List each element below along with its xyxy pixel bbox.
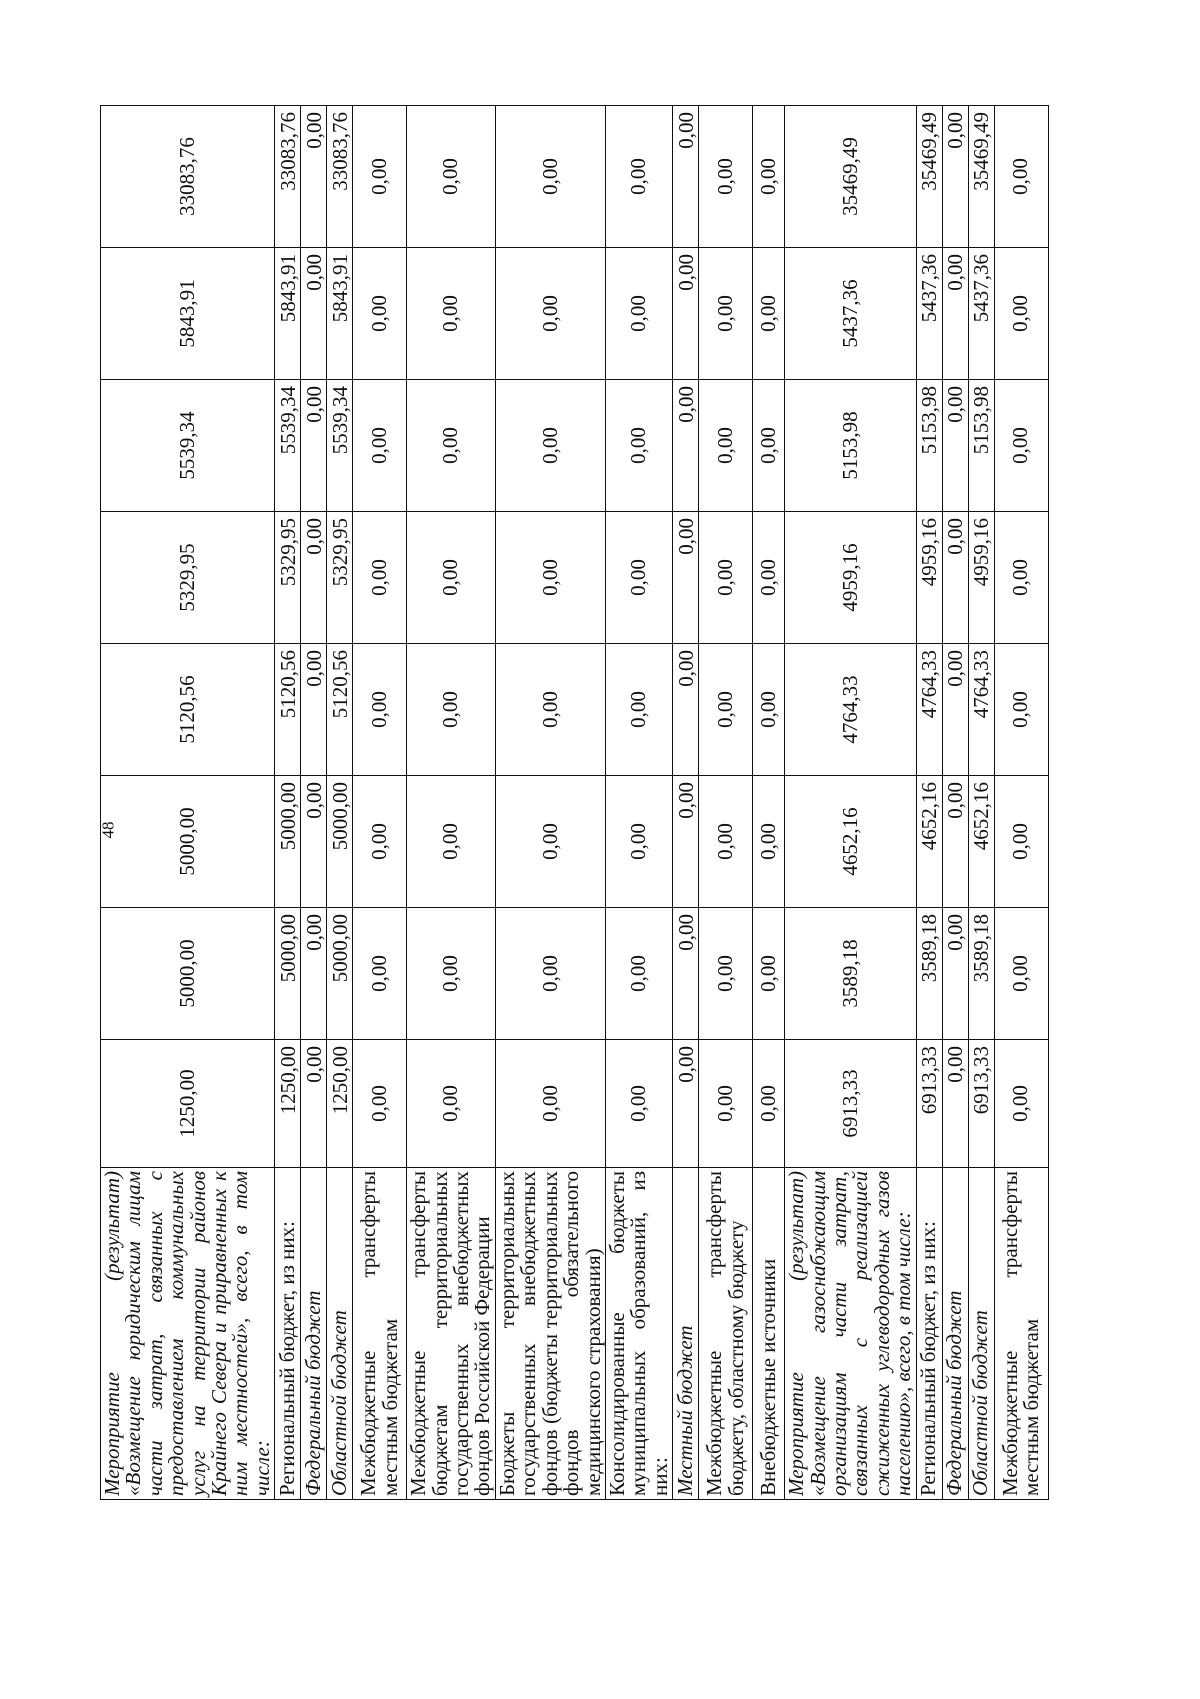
value-cell: 0,00 bbox=[753, 106, 785, 248]
value-cell: 0,00 bbox=[994, 106, 1048, 248]
row-label: Межбюджетные трансферты местным бюджетам bbox=[994, 1168, 1048, 1500]
value-cell: 0,00 bbox=[495, 776, 605, 908]
value-cell: 0,00 bbox=[605, 512, 672, 644]
value-cell: 5120,56 bbox=[275, 644, 301, 776]
value-cell: 5153,98 bbox=[968, 380, 994, 512]
value-cell: 5539,34 bbox=[327, 380, 353, 512]
rotated-table-wrapper bbox=[100, 106, 1044, 1500]
value-cell: 0,00 bbox=[301, 248, 327, 380]
value-cell: 0,00 bbox=[353, 106, 407, 248]
row-label: Межбюджетные трансферты бюджету, областному бюджету bbox=[699, 1168, 753, 1500]
value-cell: 5000,00 bbox=[275, 776, 301, 908]
row-label: Бюджеты территориальных государственных внебюджетных фондов (бюджеты территориальных фондов обязательного медицинского страхования) bbox=[495, 1168, 605, 1500]
budget-table bbox=[100, 105, 1049, 1500]
value-cell: 4652,16 bbox=[785, 776, 916, 908]
value-cell: 1250,00 bbox=[101, 1040, 275, 1168]
value-cell: 0,00 bbox=[301, 380, 327, 512]
value-cell: 0,00 bbox=[407, 380, 496, 512]
row-label: Межбюджетные трансферты местным бюджетам bbox=[353, 1168, 407, 1500]
value-cell: 5539,34 bbox=[275, 380, 301, 512]
value-cell: 0,00 bbox=[407, 512, 496, 644]
value-cell: 0,00 bbox=[699, 248, 753, 380]
value-cell: 0,00 bbox=[673, 248, 699, 380]
value-cell: 1250,00 bbox=[275, 1040, 301, 1168]
value-cell: 4959,16 bbox=[916, 512, 942, 644]
value-cell: 0,00 bbox=[605, 644, 672, 776]
row-label: Межбюджетные трансферты бюджетам территориальных государственных внебюджетных фондов Российской Федерации bbox=[407, 1168, 496, 1500]
value-cell: 0,00 bbox=[301, 1040, 327, 1168]
value-cell: 5437,36 bbox=[916, 248, 942, 380]
value-cell: 0,00 bbox=[301, 512, 327, 644]
value-cell: 0,00 bbox=[407, 776, 496, 908]
value-cell: 5329,95 bbox=[101, 512, 275, 644]
value-cell: 3589,18 bbox=[916, 908, 942, 1040]
value-cell: 0,00 bbox=[942, 1040, 968, 1168]
value-cell: 4652,16 bbox=[968, 776, 994, 908]
table-row bbox=[699, 106, 753, 1500]
value-cell: 5329,95 bbox=[327, 512, 353, 644]
row-label: Федеральный бюджет bbox=[301, 1168, 327, 1500]
value-cell: 0,00 bbox=[942, 380, 968, 512]
value-cell: 3589,18 bbox=[968, 908, 994, 1040]
value-cell: 0,00 bbox=[407, 644, 496, 776]
table-row bbox=[994, 106, 1048, 1500]
value-cell: 0,00 bbox=[673, 106, 699, 248]
value-cell: 4959,16 bbox=[968, 512, 994, 644]
value-cell: 0,00 bbox=[353, 248, 407, 380]
value-cell: 5000,00 bbox=[101, 908, 275, 1040]
value-cell: 5120,56 bbox=[327, 644, 353, 776]
value-cell: 0,00 bbox=[495, 106, 605, 248]
table-row bbox=[673, 106, 699, 1500]
value-cell: 0,00 bbox=[605, 380, 672, 512]
value-cell: 0,00 bbox=[495, 908, 605, 1040]
value-cell: 4764,33 bbox=[916, 644, 942, 776]
value-cell: 0,00 bbox=[495, 380, 605, 512]
row-label: Региональный бюджет, из них: bbox=[275, 1168, 301, 1500]
table-row bbox=[753, 106, 785, 1500]
value-cell: 35469,49 bbox=[785, 106, 916, 248]
value-cell: 0,00 bbox=[407, 106, 496, 248]
row-label: Областной бюджет bbox=[968, 1168, 994, 1500]
value-cell: 0,00 bbox=[699, 908, 753, 1040]
value-cell: 0,00 bbox=[605, 776, 672, 908]
value-cell: 0,00 bbox=[994, 248, 1048, 380]
page-number: 48 bbox=[98, 821, 118, 839]
value-cell: 4764,33 bbox=[785, 644, 916, 776]
value-cell: 0,00 bbox=[353, 512, 407, 644]
value-cell: 0,00 bbox=[407, 908, 496, 1040]
value-cell: 0,00 bbox=[994, 908, 1048, 1040]
value-cell: 5843,91 bbox=[327, 248, 353, 380]
row-label: Местный бюджет bbox=[673, 1168, 699, 1500]
value-cell: 0,00 bbox=[699, 106, 753, 248]
table-row bbox=[353, 106, 407, 1500]
value-cell: 0,00 bbox=[605, 908, 672, 1040]
row-label: Внебюджетные источники bbox=[753, 1168, 785, 1500]
value-cell: 5120,56 bbox=[101, 644, 275, 776]
value-cell: 0,00 bbox=[353, 1040, 407, 1168]
value-cell: 5437,36 bbox=[785, 248, 916, 380]
row-label: Консолидированные бюджеты муниципальных образований, из них: bbox=[605, 1168, 672, 1500]
table-row bbox=[605, 106, 672, 1500]
value-cell: 0,00 bbox=[495, 248, 605, 380]
value-cell: 0,00 bbox=[753, 908, 785, 1040]
value-cell: 0,00 bbox=[942, 644, 968, 776]
value-cell: 0,00 bbox=[753, 1040, 785, 1168]
value-cell: 0,00 bbox=[994, 512, 1048, 644]
table-row bbox=[916, 106, 942, 1500]
table-body bbox=[98, 106, 1049, 1500]
value-cell: 0,00 bbox=[407, 1040, 496, 1168]
table-row bbox=[275, 106, 301, 1500]
table-row bbox=[785, 106, 916, 1500]
value-cell: 0,00 bbox=[753, 248, 785, 380]
table-row bbox=[301, 106, 327, 1500]
value-cell: 0,00 bbox=[353, 380, 407, 512]
value-cell: 0,00 bbox=[495, 1040, 605, 1168]
value-cell: 33083,76 bbox=[275, 106, 301, 248]
value-cell: 0,00 bbox=[942, 248, 968, 380]
value-cell: 6913,33 bbox=[916, 1040, 942, 1168]
value-cell: 0,00 bbox=[994, 1040, 1048, 1168]
value-cell: 0,00 bbox=[673, 776, 699, 908]
value-cell: 6913,33 bbox=[968, 1040, 994, 1168]
value-cell: 0,00 bbox=[605, 106, 672, 248]
value-cell: 0,00 bbox=[673, 380, 699, 512]
value-cell: 0,00 bbox=[753, 776, 785, 908]
value-cell: 0,00 bbox=[753, 644, 785, 776]
value-cell: 0,00 bbox=[495, 644, 605, 776]
value-cell: 5843,91 bbox=[275, 248, 301, 380]
value-cell: 5539,34 bbox=[101, 380, 275, 512]
value-cell: 3589,18 bbox=[785, 908, 916, 1040]
value-cell: 6913,33 bbox=[785, 1040, 916, 1168]
value-cell: 5000,00 bbox=[101, 776, 275, 908]
value-cell: 0,00 bbox=[673, 908, 699, 1040]
value-cell: 33083,76 bbox=[101, 106, 275, 248]
value-cell: 5437,36 bbox=[968, 248, 994, 380]
value-cell: 1250,00 bbox=[327, 1040, 353, 1168]
value-cell: 0,00 bbox=[673, 512, 699, 644]
value-cell: 0,00 bbox=[301, 776, 327, 908]
value-cell: 5000,00 bbox=[327, 908, 353, 1040]
row-label: Мероприятие (результат) «Возмещение газоснабжающим организациям части затрат, связанных с реализацией сжиженных углеводородных газов населению», всего, в том числе: bbox=[785, 1168, 916, 1500]
value-cell: 4764,33 bbox=[968, 644, 994, 776]
value-cell: 0,00 bbox=[942, 908, 968, 1040]
value-cell: 5000,00 bbox=[275, 908, 301, 1040]
value-cell: 0,00 bbox=[301, 106, 327, 248]
value-cell: 0,00 bbox=[699, 776, 753, 908]
row-label: Областной бюджет bbox=[327, 1168, 353, 1500]
value-cell: 0,00 bbox=[699, 512, 753, 644]
value-cell: 0,00 bbox=[942, 776, 968, 908]
value-cell: 0,00 bbox=[353, 644, 407, 776]
value-cell: 0,00 bbox=[753, 512, 785, 644]
value-cell: 0,00 bbox=[301, 644, 327, 776]
value-cell: 5000,00 bbox=[327, 776, 353, 908]
value-cell: 5153,98 bbox=[785, 380, 916, 512]
row-label: Мероприятие (результат) «Возмещение юридическим лицам части затрат, связанных с предоставлением коммунальных услуг на территории районов Крайнего Севера и приравненных к ним местностей», всего, в том числе: bbox=[101, 1168, 275, 1500]
table-row bbox=[407, 106, 496, 1500]
value-cell: 0,00 bbox=[301, 908, 327, 1040]
value-cell: 0,00 bbox=[605, 1040, 672, 1168]
value-cell: 5153,98 bbox=[916, 380, 942, 512]
value-cell: 0,00 bbox=[699, 1040, 753, 1168]
value-cell: 0,00 bbox=[994, 776, 1048, 908]
value-cell: 4959,16 bbox=[785, 512, 916, 644]
value-cell: 33083,76 bbox=[327, 106, 353, 248]
value-cell: 0,00 bbox=[942, 106, 968, 248]
table-row bbox=[942, 106, 968, 1500]
value-cell: 0,00 bbox=[753, 380, 785, 512]
value-cell: 0,00 bbox=[673, 644, 699, 776]
value-cell: 5843,91 bbox=[101, 248, 275, 380]
table-row bbox=[327, 106, 353, 1500]
value-cell: 0,00 bbox=[699, 380, 753, 512]
value-cell: 0,00 bbox=[353, 908, 407, 1040]
table-row bbox=[968, 106, 994, 1500]
value-cell: 4652,16 bbox=[916, 776, 942, 908]
value-cell: 35469,49 bbox=[916, 106, 942, 248]
value-cell: 0,00 bbox=[994, 644, 1048, 776]
value-cell: 0,00 bbox=[495, 512, 605, 644]
row-label: Региональный бюджет, из них: bbox=[916, 1168, 942, 1500]
value-cell: 35469,49 bbox=[968, 106, 994, 248]
value-cell: 0,00 bbox=[673, 1040, 699, 1168]
table-row bbox=[101, 106, 275, 1500]
row-label: Федеральный бюджет bbox=[942, 1168, 968, 1500]
value-cell: 0,00 bbox=[407, 248, 496, 380]
value-cell: 0,00 bbox=[994, 380, 1048, 512]
table-row bbox=[495, 106, 605, 1500]
value-cell: 0,00 bbox=[942, 512, 968, 644]
value-cell: 0,00 bbox=[605, 248, 672, 380]
value-cell: 0,00 bbox=[699, 644, 753, 776]
value-cell: 0,00 bbox=[353, 776, 407, 908]
value-cell: 5329,95 bbox=[275, 512, 301, 644]
